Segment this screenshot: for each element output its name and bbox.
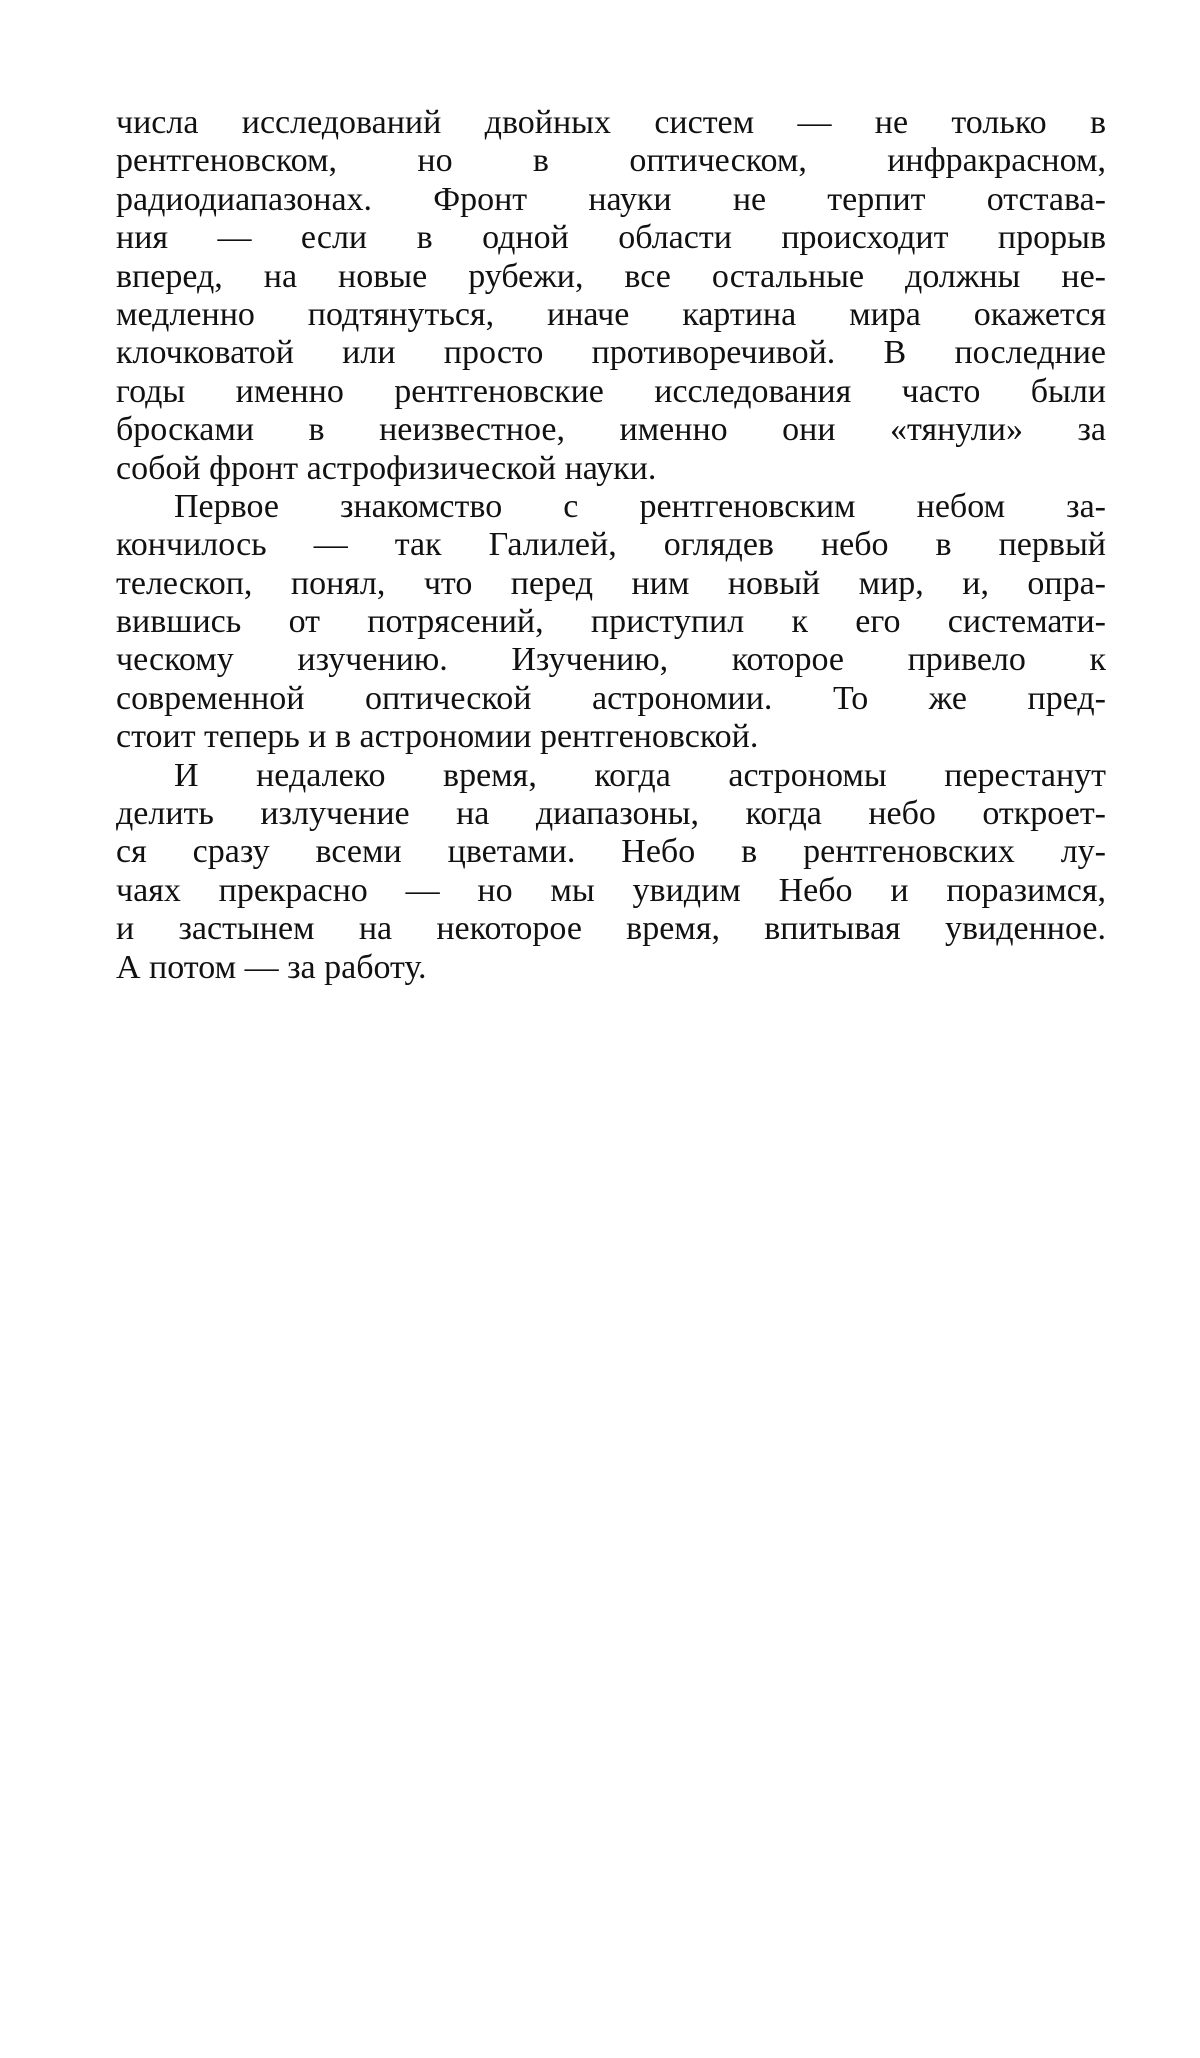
text-line: телескоп, понял, что перед ним новый мир, и, опра- bbox=[116, 564, 1106, 602]
text-line: рентгеновском, но в оптическом, инфракрасном, bbox=[116, 142, 1106, 180]
paragraph-2 bbox=[116, 488, 1106, 757]
text-line: стоит теперь и в астрономии рентгеновской. bbox=[116, 718, 759, 756]
text-line: делить излучение на диапазоны, когда небо откроет- bbox=[116, 795, 1106, 833]
text-line: чаях прекрасно — но мы увидим Небо и поразимся, bbox=[116, 871, 1106, 909]
text-line: вившись от потрясений, приступил к его системати- bbox=[116, 603, 1106, 641]
text-line: А потом — за работу. bbox=[116, 948, 427, 986]
body-text bbox=[116, 104, 1106, 987]
text-line: собой фронт астрофизической науки. bbox=[116, 449, 657, 487]
text-line: ния — если в одной области происходит прорыв bbox=[116, 219, 1106, 257]
text-line: современной оптической астрономии. То же пред- bbox=[116, 679, 1106, 717]
paragraph-1 bbox=[116, 104, 1106, 488]
text-line: числа исследований двойных систем — не только в bbox=[116, 104, 1106, 141]
text-line: годы именно рентгеновские исследования часто были bbox=[116, 372, 1106, 410]
text-line: и застынем на некоторое время, впитывая увиденное. bbox=[116, 910, 1106, 948]
text-line: И недалеко время, когда астрономы перестанут bbox=[174, 756, 1106, 794]
text-line: медленно подтянуться, иначе картина мира окажется bbox=[116, 295, 1106, 333]
text-line: бросками в неизвестное, именно они «тянули» за bbox=[116, 411, 1106, 449]
text-line: Первое знакомство с рентгеновским небом за- bbox=[174, 487, 1106, 525]
text-line: ческому изучению. Изучению, которое привело к bbox=[116, 641, 1106, 679]
text-line: кончилось — так Галилей, оглядев небо в первый bbox=[116, 526, 1106, 564]
text-line: клочковатой или просто противоречивой. В последние bbox=[116, 334, 1106, 372]
text-line: ся сразу всеми цветами. Небо в рентгеновских лу- bbox=[116, 833, 1106, 871]
paragraph-3 bbox=[116, 757, 1106, 987]
text-line: вперед, на новые рубежи, все остальные должны не- bbox=[116, 257, 1106, 295]
text-line: радиодиапазонах. Фронт науки не терпит отстава- bbox=[116, 180, 1106, 218]
